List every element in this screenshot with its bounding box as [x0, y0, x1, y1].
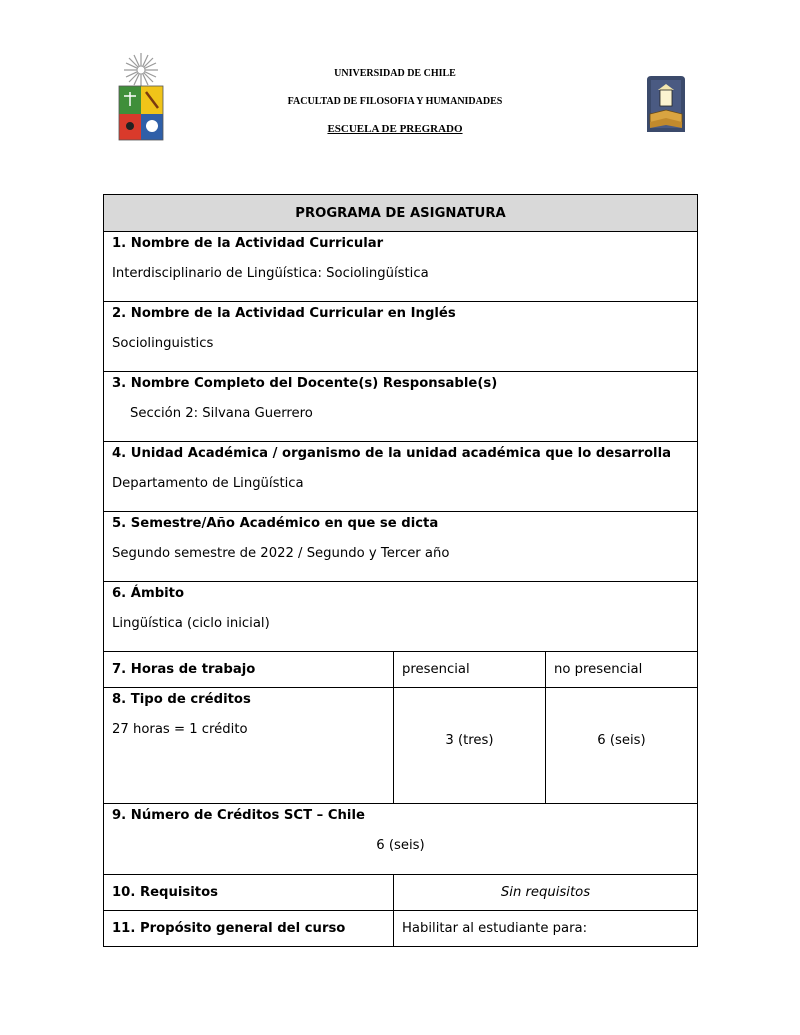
hours-presencial-header: presencial	[394, 652, 546, 688]
section-7-row	[104, 652, 698, 688]
section-10-row	[104, 875, 698, 911]
section-11-row	[104, 911, 698, 947]
section-3-row	[104, 372, 698, 442]
section-10-value: Sin requisitos	[394, 875, 698, 911]
section-4-label: 4. Unidad Académica / organismo de la unidad académica que lo desarrolla	[112, 446, 671, 461]
course-program-table	[103, 194, 698, 947]
section-7-label: 7. Horas de trabajo	[104, 652, 394, 688]
section-9-label: 9. Número de Créditos SCT – Chile	[112, 808, 365, 823]
section-5-value: Segundo semestre de 2022 / Segundo y Tercer año	[112, 546, 450, 561]
credits-presencial-value: 3 (tres)	[394, 688, 546, 804]
section-5-row	[104, 512, 698, 582]
section-2-label: 2. Nombre de la Actividad Curricular en Inglés	[112, 306, 456, 321]
section-10-label: 10. Requisitos	[104, 875, 394, 911]
section-2-row	[104, 302, 698, 372]
hours-no-presencial-header: no presencial	[546, 652, 698, 688]
section-6-label: 6. Ámbito	[112, 586, 185, 601]
section-4-row	[104, 442, 698, 512]
school-name: ESCUELA DE PREGRADO	[327, 123, 463, 135]
university-seal-icon	[116, 52, 166, 144]
section-5-label: 5. Semestre/Año Académico en que se dicta	[112, 516, 439, 531]
section-9-value: 6 (seis)	[376, 838, 425, 853]
section-1-row	[104, 232, 698, 302]
university-name: UNIVERSIDAD DE CHILE	[334, 68, 456, 79]
section-9-row	[104, 804, 698, 875]
section-6-row	[104, 582, 698, 652]
section-3-label: 3. Nombre Completo del Docente(s) Responsable(s)	[112, 376, 498, 391]
section-3-value: Sección 2: Silvana Guerrero	[130, 406, 313, 421]
section-8-value: 27 horas = 1 crédito	[112, 722, 248, 737]
section-2-value: Sociolinguistics	[112, 336, 214, 351]
section-4-value: Departamento de Lingüística	[112, 476, 304, 491]
faculty-name: FACULTAD DE FILOSOFIA Y HUMANIDADES	[287, 96, 503, 107]
table-title: PROGRAMA DE ASIGNATURA	[104, 195, 698, 232]
credits-no-presencial-value: 6 (seis)	[546, 688, 698, 804]
section-8-label: 8. Tipo de créditos	[112, 692, 251, 707]
book-emblem-icon	[644, 74, 688, 136]
section-8-row	[104, 688, 698, 804]
section-1-value: Interdisciplinario de Lingüística: Sociolingüística	[112, 266, 429, 281]
section-11-label: 11. Propósito general del curso	[104, 911, 394, 947]
section-11-value: Habilitar al estudiante para:	[394, 911, 698, 947]
section-6-value: Lingüística (ciclo inicial)	[112, 616, 270, 631]
section-1-label: 1. Nombre de la Actividad Curricular	[112, 236, 384, 251]
